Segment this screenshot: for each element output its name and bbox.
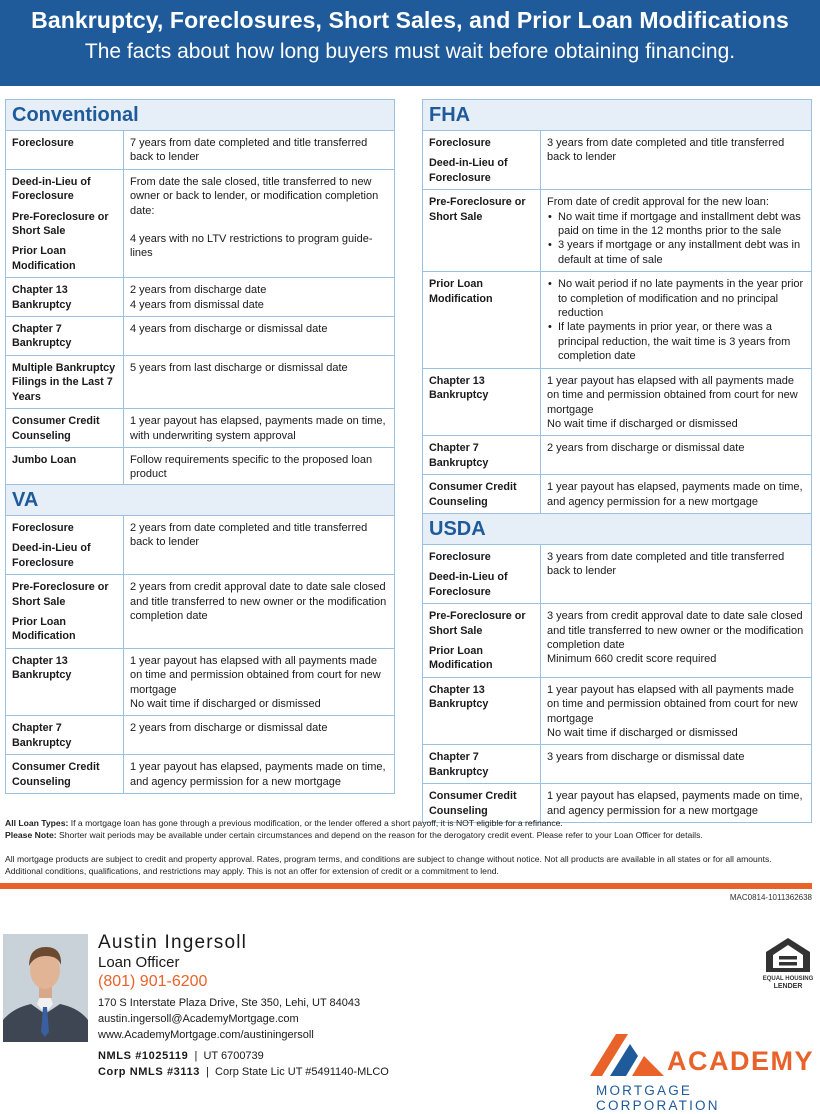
row-label: Foreclosure — [12, 137, 74, 149]
spacer — [130, 218, 390, 232]
row-label-cell — [423, 604, 541, 677]
row-label: Multiple Bankruptcy Filings in the Last 7 Years — [12, 361, 116, 403]
row-text: 5 years from last discharge or dismissal date — [130, 361, 348, 374]
row-value-cell — [124, 575, 394, 648]
logo-wordmark: ACADEMY — [667, 1046, 815, 1076]
row-text: 2 years from discharge date — [130, 284, 267, 297]
row-text: 3 years from date completed and title transferred back to lender — [547, 137, 785, 164]
fha-table — [422, 99, 812, 514]
row-label-cell — [423, 436, 541, 474]
table-row — [6, 278, 394, 317]
row-label: Prior Loan Modification — [429, 645, 493, 672]
row-label: Chapter 13 Bankruptcy — [429, 374, 489, 402]
row-text: 1 year payout has elapsed with all payments made on time and permission obtained from court for new mortgage — [547, 683, 798, 725]
loan-notes — [5, 817, 815, 841]
row-text: 2 years from discharge or dismissal date — [547, 442, 745, 455]
contact-website[interactable]: www.AcademyMortgage.com/austiningersoll — [98, 1029, 314, 1041]
row-text: No wait time if discharged or dismissed — [130, 698, 321, 711]
row-label-cell — [6, 516, 124, 574]
all-loan-text: If a mortgage loan has gone through a previous modification, or the lender offered a short payoff, it is NOT eligible for a refinance. — [68, 818, 563, 828]
row-label: Jumbo Loan — [12, 453, 77, 466]
table-row — [6, 755, 394, 793]
table-row — [423, 190, 811, 272]
row-label-cell — [423, 190, 541, 271]
please-text: Shorter wait periods may be available under certain circumstances and depend on the reason for the derogatory credit event. Please refer to your Loan Officer for details. — [56, 830, 703, 840]
row-text: 1 year payout has elapsed, payments made on time, with underwriting system approval — [130, 415, 386, 442]
all-loan-note — [5, 817, 815, 829]
row-text: 2 years from date completed and title transferred back to lender — [130, 522, 368, 549]
disclaimer: All mortgage products are subject to credit and property approval. Rates, program terms, and conditions are subject to change without notice. Not all products are available in all states or for all amounts. Additional conditions, qualifications, and restrictions may apply. This is not an offer for extension of credit or a commitment to lend. — [5, 854, 772, 876]
row-value-cell — [541, 678, 811, 745]
row-value-cell — [541, 272, 811, 367]
row-value-cell — [541, 190, 811, 271]
row-value-cell — [124, 170, 394, 277]
row-label-cell — [6, 716, 124, 754]
orange-divider — [0, 883, 812, 889]
row-bullet: • No wait time if mortgage and installment debt was paid on time in the 12 months prior to the sale — [547, 210, 807, 239]
row-value-cell — [124, 317, 394, 355]
row-label: Chapter 13 Bankruptcy — [12, 284, 72, 311]
please-note — [5, 829, 815, 841]
contact-phone[interactable]: (801) 901-6200 — [98, 973, 208, 990]
row-text: 2 years from credit approval date to date sale closed and title transferred to new owner or the modification completion date — [130, 581, 387, 623]
corp-nmls-rest: | Corp State Lic UT #5491140-MLCO — [199, 1066, 389, 1078]
row-label-cell — [423, 745, 541, 783]
row-label: Prior Loan Modification — [429, 278, 493, 305]
row-value-cell — [541, 369, 811, 436]
table-row — [423, 678, 811, 746]
row-label: Pre-Foreclosure or Short Sale — [429, 196, 526, 223]
row-value-cell — [124, 356, 394, 408]
page-title: Bankruptcy, Foreclosures, Short Sales, and Prior Loan Modifications — [31, 7, 789, 33]
row-label: Prior Loan Modification — [12, 616, 76, 643]
conventional-table — [5, 99, 395, 487]
row-label-cell — [6, 170, 124, 277]
table-row — [423, 131, 811, 190]
table-row — [6, 575, 394, 649]
row-label-cell — [6, 649, 124, 716]
row-label: Prior Loan Modification — [12, 245, 76, 272]
row-label-cell — [6, 317, 124, 355]
row-value-cell — [541, 436, 811, 474]
row-text: 1 year payout has elapsed with all payments made on time and permission obtained from court for new mortgage — [547, 374, 798, 416]
row-label-cell — [6, 409, 124, 447]
row-label: Chapter 13 Bankruptcy — [429, 683, 489, 711]
row-label-cell — [423, 545, 541, 603]
ehl-line-1: EQUAL HOUSING — [762, 976, 814, 982]
table-row — [423, 436, 811, 475]
row-label: Chapter 7 Bankruptcy — [429, 442, 489, 469]
row-value-cell — [541, 475, 811, 513]
row-text: 4 years from discharge or dismissal date — [130, 323, 328, 336]
row-label: Deed-in-Lieu of Foreclosure — [12, 542, 91, 569]
table-row — [6, 131, 394, 170]
row-label-cell — [423, 475, 541, 513]
row-value-cell — [124, 716, 394, 754]
row-label-cell — [423, 369, 541, 436]
table-row — [6, 317, 394, 356]
table-row — [6, 170, 394, 278]
row-label-cell — [423, 131, 541, 189]
row-text: 3 years from date completed and title transferred back to lender — [547, 551, 785, 578]
row-text: 3 years from credit approval date to date sale closed and title transferred to new owner or the modification completion date — [547, 610, 804, 652]
row-bullet: • No wait period if no late payments in the year prior to completion of modification and no principal reduction — [547, 277, 807, 320]
table-row — [6, 516, 394, 575]
row-value-cell — [124, 131, 394, 169]
row-text: No wait time if discharged or dismissed — [547, 727, 738, 740]
row-text: 1 year payout has elapsed with all payments made on time and permission obtained from court for new mortgage — [130, 654, 381, 696]
row-text: 7 years from date completed and title transferred back to lender — [130, 137, 368, 164]
row-bullet: • 3 years if mortgage or any installment debt was in default at time of sale — [547, 238, 807, 267]
row-label: Consumer Credit Counseling — [429, 790, 517, 817]
row-label-cell — [6, 448, 124, 486]
row-bullet: • If late payments in prior year, or there was a principal reduction, the wait time is 3 years from completion date — [547, 320, 807, 363]
conventional-title: Conventional — [6, 100, 394, 131]
row-label-cell — [6, 755, 124, 793]
row-label: Chapter 7 Bankruptcy — [12, 323, 72, 350]
page-header — [0, 0, 820, 86]
row-text: No wait time if discharged or dismissed — [547, 417, 738, 430]
contact-name: Austin Ingersoll — [98, 932, 248, 953]
table-row — [423, 745, 811, 784]
row-label: Foreclosure — [429, 551, 491, 563]
usda-table — [422, 513, 812, 823]
row-label-cell — [6, 575, 124, 648]
loan-officer-photo — [3, 934, 88, 1042]
row-text: 3 years from discharge or dismissal date — [547, 751, 745, 764]
table-row — [423, 272, 811, 368]
row-label: Consumer Credit Counseling — [12, 415, 100, 442]
table-row — [423, 604, 811, 678]
all-loan-label: All Loan Types: — [5, 818, 69, 828]
nmls-line — [98, 1048, 389, 1064]
row-text: From date of credit approval for the new loan: — [547, 196, 769, 209]
row-value-cell — [541, 131, 811, 189]
equal-housing-lender-icon — [762, 936, 814, 992]
row-value-cell — [541, 745, 811, 783]
row-label-cell — [6, 278, 124, 316]
row-label-cell — [6, 131, 124, 169]
row-label-cell — [423, 678, 541, 745]
row-label: Consumer Credit Counseling — [12, 761, 100, 788]
row-label: Chapter 7 Bankruptcy — [429, 751, 489, 778]
row-text: 1 year payout has elapsed, payments made on time, and agency permission for a new mortgage — [130, 761, 386, 788]
table-row — [6, 356, 394, 409]
contact-title: Loan Officer — [98, 954, 180, 971]
row-text: 1 year payout has elapsed, payments made on time, and agency permission for a new mortgage — [547, 481, 803, 508]
table-row — [423, 475, 811, 513]
row-value-cell — [124, 278, 394, 316]
row-value-cell — [124, 516, 394, 574]
row-value-cell — [541, 545, 811, 603]
row-label: Pre-Foreclosure or Short Sale — [429, 610, 526, 637]
row-label: Deed-in-Lieu of Foreclosure — [12, 175, 91, 203]
ehl-line-2: LENDER — [773, 983, 803, 990]
corp-nmls-line — [98, 1064, 389, 1080]
please-label: Please Note: — [5, 830, 57, 840]
va-table — [5, 484, 395, 794]
fha-title: FHA — [423, 100, 811, 131]
table-row — [6, 409, 394, 448]
document-code: MAC0814-1011362638 — [729, 893, 812, 902]
va-title: VA — [6, 485, 394, 516]
row-label-cell — [6, 356, 124, 408]
row-label-cell — [423, 272, 541, 367]
row-label: Foreclosure — [12, 522, 74, 534]
corp-nmls-label: Corp NMLS #3113 — [98, 1066, 200, 1078]
row-label: Pre-Foreclosure or Short Sale — [12, 210, 109, 238]
contact-address: 170 S Interstate Plaza Drive, Ste 350, Lehi, UT 84043 — [98, 997, 361, 1009]
row-label: Chapter 7 Bankruptcy — [12, 722, 72, 749]
usda-title: USDA — [423, 514, 811, 545]
row-text: 4 years with no LTV restrictions to program guide-lines — [130, 233, 373, 260]
row-text: Follow requirements specific to the proposed loan product — [130, 453, 373, 481]
logo-subtitle: MORTGAGE CORPORATION — [596, 1083, 720, 1113]
row-label: Deed-in-Lieu of Foreclosure — [429, 157, 508, 184]
row-text: 1 year payout has elapsed, payments made on time, and agency permission for a new mortgage — [547, 790, 803, 817]
row-label: Consumer Credit Counseling — [429, 481, 517, 508]
contact-email[interactable]: austin.ingersoll@AcademyMortgage.com — [98, 1013, 299, 1025]
table-row — [423, 369, 811, 437]
row-value-cell — [541, 604, 811, 677]
row-label: Chapter 13 Bankruptcy — [12, 654, 72, 682]
row-text: Minimum 660 credit score required — [547, 653, 717, 666]
row-value-cell — [124, 409, 394, 447]
table-row — [6, 716, 394, 755]
page-subtitle: The facts about how long buyers must wait before obtaining financing. — [84, 40, 736, 63]
row-text: 4 years from dismissal date — [130, 298, 264, 311]
row-value-cell — [124, 755, 394, 793]
nmls-label: NMLS #1025119 — [98, 1050, 189, 1062]
row-label: Pre-Foreclosure or Short Sale — [12, 581, 109, 608]
contact-block — [98, 932, 389, 1080]
nmls-rest: | UT 6700739 — [188, 1050, 264, 1062]
table-row — [6, 448, 394, 486]
table-row — [423, 545, 811, 604]
row-value-cell — [124, 649, 394, 716]
table-row — [6, 649, 394, 717]
row-label: Foreclosure — [429, 137, 491, 149]
row-value-cell — [124, 448, 394, 486]
row-label: Deed-in-Lieu of Foreclosure — [429, 571, 508, 598]
row-text: From date the sale closed, title transferred to new owner or back to lender, or modification completion date: — [130, 175, 379, 217]
row-text: 2 years from discharge or dismissal date — [130, 722, 328, 735]
